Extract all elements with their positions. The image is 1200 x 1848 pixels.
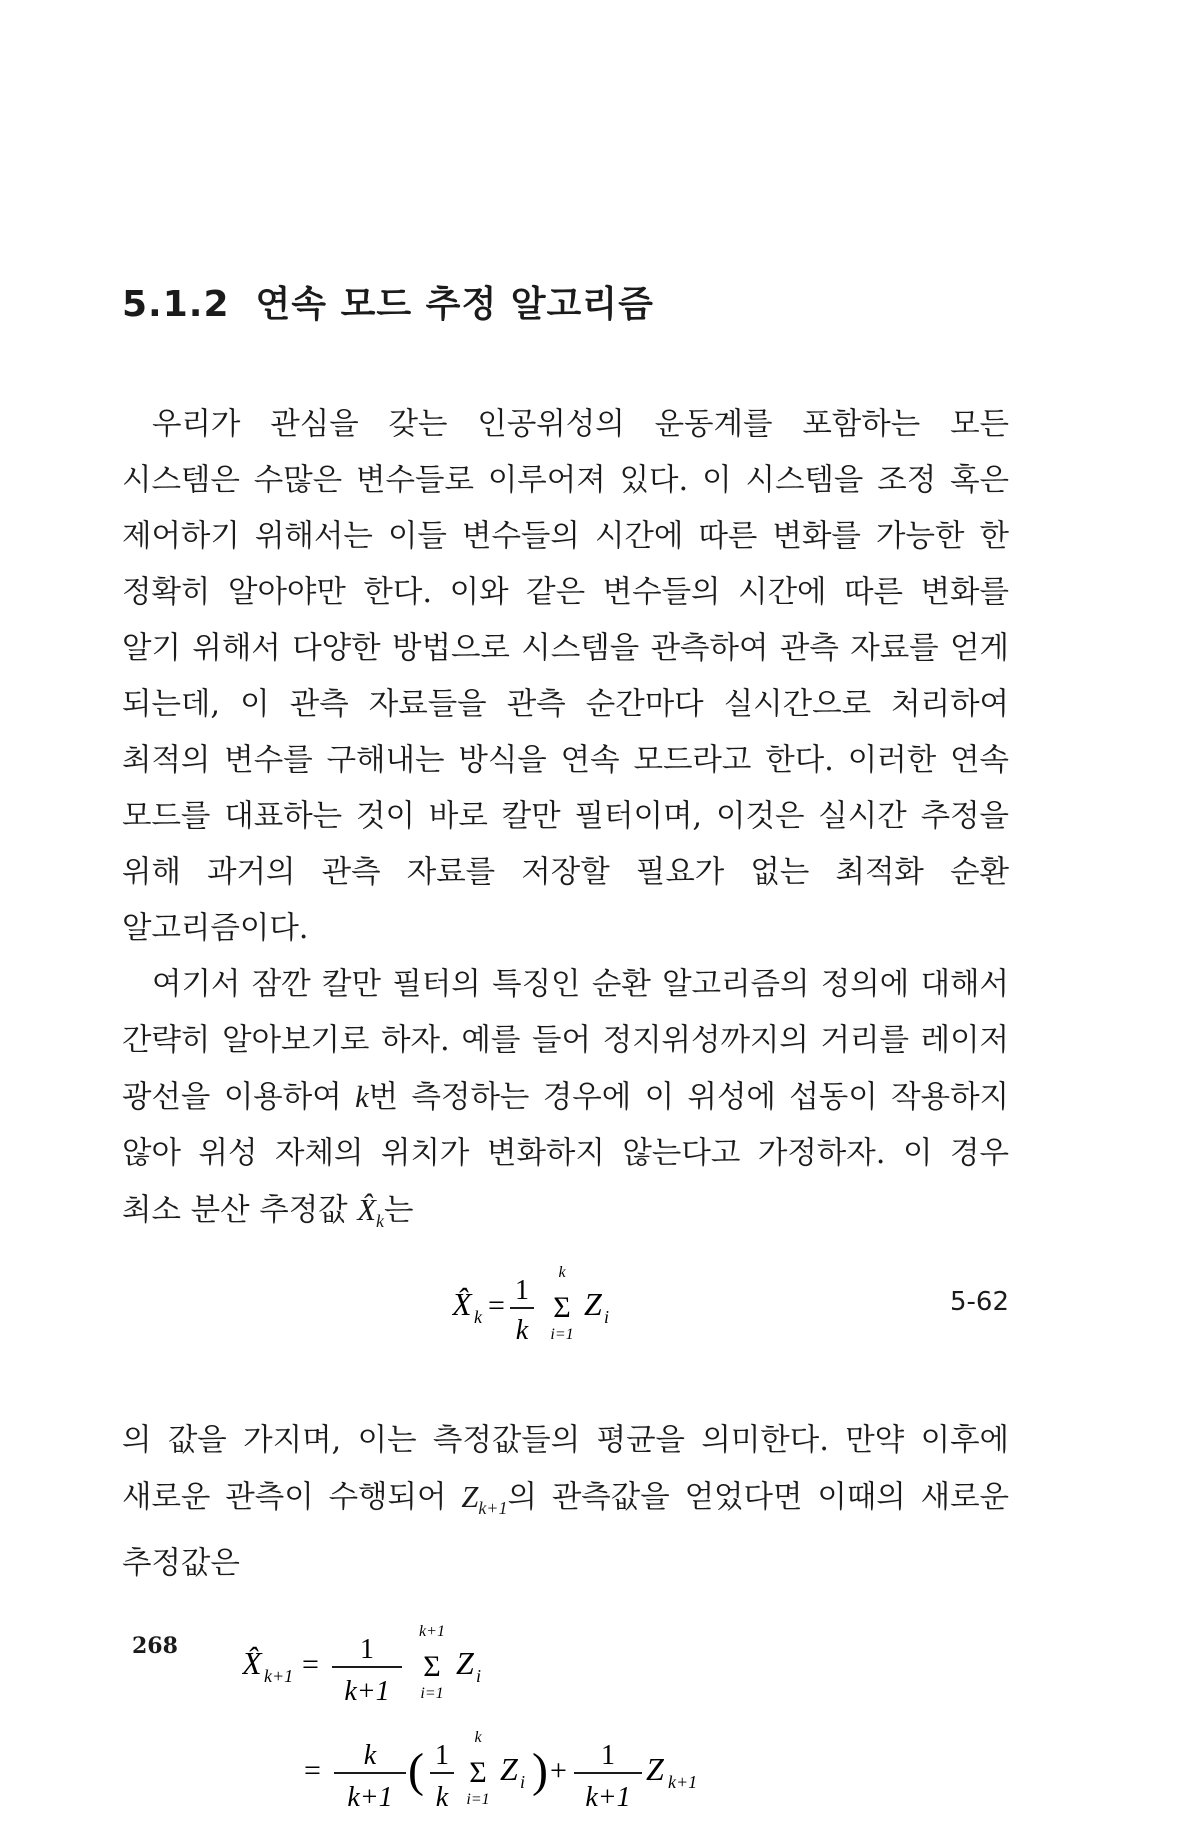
eq-sum-top: k <box>558 1264 566 1282</box>
section-title: 연속 모드 추정 알고리즘 <box>255 284 654 325</box>
equation-5-62 <box>122 1253 1009 1361</box>
page-number: 268 <box>132 1633 178 1659</box>
estimate-symbol: $X̂_k$ <box>357 1193 384 1232</box>
eq-sum-symbol: Σ <box>423 1650 441 1684</box>
eq-term: Z <box>500 1751 518 1788</box>
paragraph-text: 의 관측값을 얻었다면 이때의 새로운 추정값은 <box>122 1480 1009 1582</box>
equation-mean-estimate <box>452 1259 682 1359</box>
section-heading <box>122 276 1009 327</box>
equation-line-1 <box>242 1618 562 1718</box>
eq-term-sub: i <box>520 1772 526 1793</box>
eq-sum-bottom: i=1 <box>466 1791 490 1809</box>
eq-tail-sub: k+1 <box>668 1772 698 1793</box>
eq-plus: + <box>550 1754 567 1788</box>
paragraph-text: 번 측정하는 경우에 이 위성에 섭동이 작용하지 않아 위성 자체의 위치가 변화하지 않는다고 가정하자. 이 경우 최소 분산 추정값 <box>122 1080 1009 1228</box>
eq-frac-den: k+1 <box>585 1782 631 1814</box>
paragraph-text: 여기서 잠깐 칼만 필터의 특징인 순환 알고리즘의 정의에 대해서 간략히 알아보기로 하자. 예를 들어 정지위성까지의 거리를 레이저 광선을 이용하여 <box>122 967 1009 1115</box>
eq-frac-num: 1 <box>601 1740 615 1772</box>
paragraph-new-estimate <box>122 1413 1009 1592</box>
eq-sum-top: k <box>474 1729 482 1747</box>
eq-frac-num: 1 <box>515 1275 529 1307</box>
eq-tail-term: Z <box>646 1751 664 1788</box>
eq-lhs: X̂ <box>452 1286 472 1323</box>
equation-line-2 <box>304 1724 864 1824</box>
paragraph-recursive-definition <box>122 957 1009 1249</box>
eq-term-sub: i <box>604 1307 610 1328</box>
paragraph-intro: 우리가 관심을 갖는 인공위성의 운동계를 포함하는 모든 시스템은 수많은 변수들로 이루어져 있다. 이 시스템을 조정 혹은 제어하기 위해서는 이들 변수들의 시간에 따른 변화를 가능한 한 정확히 알아야만 한다. 이와 같은 변수들의 시간에 따른 변화를 알기 위해서 다양한 방법으로 시스템을 관측하여 관측 자료를 얻게 되는데, 이 관측 자료들을 관측 순간마다 실시간으로 처리하여 최적의 변수를 구해내는 방식을 연속 모드라고 한다. 이러한 연속 모드를 대표하는 것이 바로 칼만 필터이며, 이것은 실시간 추정을 위해 과거의 관측 자료를 저장할 필요가 없는 최적화 순환 알고리즘이다. <box>122 407 1009 946</box>
new-observation-symbol: $Z_{k+1}$ <box>461 1480 508 1519</box>
eq-term-sub: i <box>476 1666 482 1687</box>
eq-sum-bottom: i=1 <box>550 1326 574 1344</box>
variable-k: k <box>355 1080 369 1114</box>
eq-lhs: X̂ <box>242 1645 262 1682</box>
eq-right-paren: ) <box>532 1744 548 1798</box>
eq-frac-den: k+1 <box>344 1676 390 1708</box>
eq-term: Z <box>584 1286 602 1323</box>
section-number: 5.1.2 <box>122 284 230 325</box>
eq-equals: = <box>304 1754 321 1788</box>
eq-lhs-sub: k <box>474 1307 482 1328</box>
eq-left-paren: ( <box>408 1744 424 1798</box>
eq-frac-num: 1 <box>360 1634 374 1666</box>
eq-frac-den: k <box>515 1315 529 1347</box>
eq-sum-top: k+1 <box>419 1623 445 1641</box>
eq-lhs-sub: k+1 <box>264 1666 294 1687</box>
eq-equals: = <box>488 1289 505 1323</box>
equation-recursive-update <box>122 1598 1009 1848</box>
eq-frac-den: k+1 <box>347 1782 393 1814</box>
eq-frac-den: k <box>435 1782 449 1814</box>
eq-frac-num: 1 <box>435 1740 449 1772</box>
eq-sum-bottom: i=1 <box>420 1685 444 1703</box>
paragraph-text: 는 <box>383 1193 414 1228</box>
eq-equals: = <box>302 1648 319 1682</box>
eq-frac-num: k <box>363 1740 377 1772</box>
eq-sum-symbol: Σ <box>469 1756 487 1790</box>
eq-sum-symbol: Σ <box>553 1291 571 1325</box>
eq-term: Z <box>456 1645 474 1682</box>
equation-number: 5-62 <box>949 1287 1009 1318</box>
paragraph-text: 의 값을 가지며, 이는 측정값들의 평균을 의미한다. 만약 이후에 새로운 관측이 수행되어 <box>122 1423 1009 1516</box>
page-content <box>122 276 1009 1848</box>
